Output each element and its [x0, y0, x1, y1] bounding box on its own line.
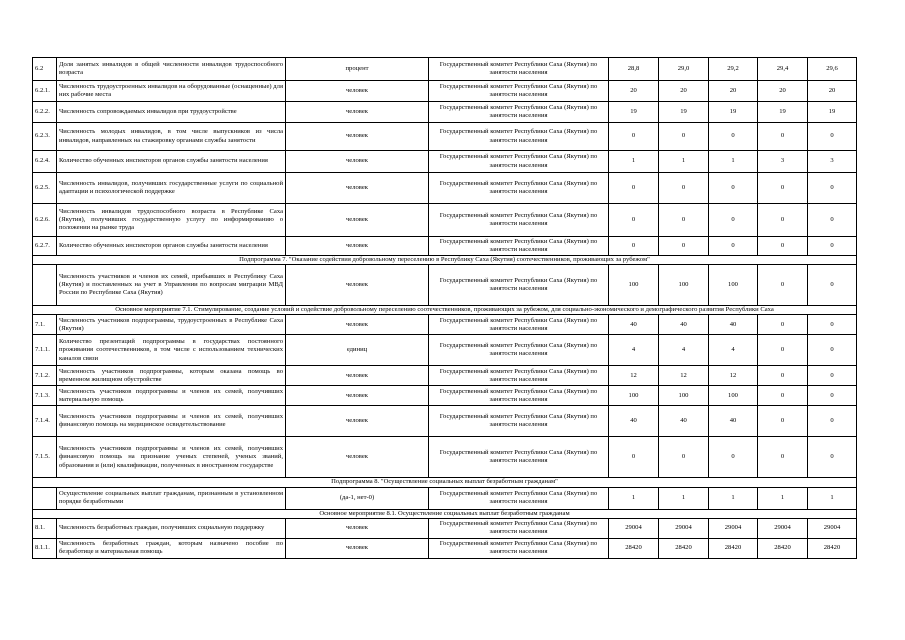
year-value-5: 0 — [808, 437, 857, 478]
year-value-3: 40 — [709, 315, 758, 335]
year-value-5: 20 — [808, 81, 857, 102]
year-value-3: 0 — [709, 123, 758, 151]
indicator-name: Численность участников подпрограммы и членов их семей, получивших материальную помощь — [57, 386, 286, 406]
year-value-2: 19 — [659, 102, 709, 123]
unit-of-measure: человек — [286, 123, 429, 151]
unit-of-measure: (да-1, нет-0) — [286, 487, 429, 509]
year-value-2: 0 — [659, 173, 709, 204]
table-row — [33, 335, 857, 366]
row-number: 7.1.5. — [33, 437, 57, 478]
row-number: 8.1.1. — [33, 538, 57, 558]
table-row — [33, 437, 857, 478]
year-value-5: 3 — [808, 151, 857, 173]
year-value-3: 0 — [709, 237, 758, 256]
year-value-5: 29,6 — [808, 58, 857, 81]
unit-of-measure: человек — [286, 538, 429, 558]
year-value-3: 100 — [709, 265, 758, 306]
indicator-name: Численность безработных граждан, которым назначено пособие по безработице и материальная помощь — [57, 538, 286, 558]
unit-of-measure: человек — [286, 81, 429, 102]
year-value-5: 0 — [808, 237, 857, 256]
unit-of-measure: процент — [286, 58, 429, 81]
year-value-4: 0 — [758, 366, 808, 386]
table-row — [33, 58, 857, 81]
year-value-2: 4 — [659, 335, 709, 366]
section-title: Основное мероприятие 8.1. Осуществление социальных выплат безработным гражданам — [33, 509, 857, 518]
row-number: 6.2.1. — [33, 81, 57, 102]
year-value-2: 100 — [659, 386, 709, 406]
year-value-2: 1 — [659, 151, 709, 173]
responsible-organization: Государственный комитет Республики Саха (Якутия) по занятости населения — [429, 437, 609, 478]
section-title: Основное мероприятие 7.1. Стимулирование, создание условий и содействие добровольному переселению соотечественников, проживающих за рубежом, для социально-экономического и демографического развития Республики Саха — [33, 306, 857, 315]
indicator-name: Численность участников подпрограммы и членов их семей, получивших финансовую помощь на признание ученых степеней, ученых званий, образования и (или) квалификации, полученных в иностранном государстве — [57, 437, 286, 478]
year-value-4: 29004 — [758, 518, 808, 538]
year-value-4: 0 — [758, 386, 808, 406]
year-value-2: 28420 — [659, 538, 709, 558]
table-row — [33, 173, 857, 204]
responsible-organization: Государственный комитет Республики Саха (Якутия) по занятости населения — [429, 335, 609, 366]
row-number: 6.2.3. — [33, 123, 57, 151]
table-body — [33, 58, 857, 559]
year-value-2: 1 — [659, 487, 709, 509]
year-value-4: 3 — [758, 151, 808, 173]
unit-of-measure: человек — [286, 265, 429, 306]
unit-of-measure: человек — [286, 366, 429, 386]
row-number: 7.1.1. — [33, 335, 57, 366]
row-number: 6.2.2. — [33, 102, 57, 123]
year-value-4: 0 — [758, 335, 808, 366]
year-value-3: 4 — [709, 335, 758, 366]
row-number: 7.1.2. — [33, 366, 57, 386]
year-value-5: 28420 — [808, 538, 857, 558]
table-row — [33, 518, 857, 538]
year-value-3: 0 — [709, 437, 758, 478]
year-value-4: 0 — [758, 315, 808, 335]
year-value-3: 28420 — [709, 538, 758, 558]
responsible-organization: Государственный комитет Республики Саха (Якутия) по занятости населения — [429, 315, 609, 335]
year-value-5: 19 — [808, 102, 857, 123]
indicator-name: Количество обученных инспекторов органов службы занятости населения — [57, 151, 286, 173]
year-value-4: 0 — [758, 265, 808, 306]
year-value-3: 0 — [709, 173, 758, 204]
year-value-4: 29,4 — [758, 58, 808, 81]
unit-of-measure: человек — [286, 151, 429, 173]
year-value-4: 0 — [758, 437, 808, 478]
year-value-3: 1 — [709, 487, 758, 509]
table-row — [33, 151, 857, 173]
year-value-4: 0 — [758, 204, 808, 237]
year-value-2: 0 — [659, 437, 709, 478]
row-number: 7.1.3. — [33, 386, 57, 406]
unit-of-measure: человек — [286, 315, 429, 335]
row-number — [33, 487, 57, 509]
year-value-3: 100 — [709, 386, 758, 406]
year-value-1: 29004 — [609, 518, 659, 538]
year-value-5: 0 — [808, 315, 857, 335]
section-header-row — [33, 478, 857, 487]
indicator-name: Численность участников подпрограммы, которым оказана помощь во временном жилищном обустройстве — [57, 366, 286, 386]
indicator-name: Численность участников подпрограммы и членов их семей, получивших финансовую помощь на медицинское освидетельствование — [57, 406, 286, 437]
year-value-1: 40 — [609, 315, 659, 335]
year-value-4: 0 — [758, 173, 808, 204]
indicator-name: Численность сопровождаемых инвалидов при трудоустройстве — [57, 102, 286, 123]
year-value-4: 28420 — [758, 538, 808, 558]
year-value-5: 1 — [808, 487, 857, 509]
year-value-1: 100 — [609, 386, 659, 406]
year-value-2: 0 — [659, 237, 709, 256]
table-row — [33, 315, 857, 335]
row-number: 8.1. — [33, 518, 57, 538]
year-value-1: 0 — [609, 173, 659, 204]
row-number: 7.1.4. — [33, 406, 57, 437]
section-title: Подпрограмма 7. "Оказание содействия добровольному переселению в Республику Саха (Якутия) соотечественников, проживающих за рубежом" — [33, 256, 857, 265]
section-title: Подпрограмма 8. "Осуществление социальных выплат безработным гражданам" — [33, 478, 857, 487]
section-header-row — [33, 256, 857, 265]
responsible-organization: Государственный комитет Республики Саха (Якутия) по занятости населения — [429, 538, 609, 558]
responsible-organization: Государственный комитет Республики Саха (Якутия) по занятости населения — [429, 386, 609, 406]
row-number: 6.2.7. — [33, 237, 57, 256]
indicators-table — [32, 57, 857, 559]
table-row — [33, 123, 857, 151]
row-number: 6.2.4. — [33, 151, 57, 173]
indicator-name: Осуществление социальных выплат гражданам, признанным в установленном порядке безработными — [57, 487, 286, 509]
year-value-1: 1 — [609, 487, 659, 509]
year-value-4: 0 — [758, 406, 808, 437]
responsible-organization: Государственный комитет Республики Саха (Якутия) по занятости населения — [429, 81, 609, 102]
year-value-2: 40 — [659, 315, 709, 335]
year-value-3: 12 — [709, 366, 758, 386]
section-header-row — [33, 509, 857, 518]
table-row — [33, 538, 857, 558]
year-value-5: 0 — [808, 123, 857, 151]
year-value-4: 0 — [758, 123, 808, 151]
year-value-1: 100 — [609, 265, 659, 306]
indicator-name: Численность инвалидов, получивших государственные услуги по социальной адаптации и психологической поддержке — [57, 173, 286, 204]
year-value-5: 0 — [808, 366, 857, 386]
responsible-organization: Государственный комитет Республики Саха (Якутия) по занятости населения — [429, 487, 609, 509]
unit-of-measure: человек — [286, 386, 429, 406]
year-value-2: 100 — [659, 265, 709, 306]
unit-of-measure: человек — [286, 437, 429, 478]
responsible-organization: Государственный комитет Республики Саха (Якутия) по занятости населения — [429, 265, 609, 306]
year-value-1: 40 — [609, 406, 659, 437]
year-value-1: 0 — [609, 123, 659, 151]
row-number — [33, 265, 57, 306]
responsible-organization: Государственный комитет Республики Саха (Якутия) по занятости населения — [429, 58, 609, 81]
year-value-2: 12 — [659, 366, 709, 386]
table-row — [33, 366, 857, 386]
year-value-2: 29,0 — [659, 58, 709, 81]
table-row — [33, 406, 857, 437]
year-value-1: 28,8 — [609, 58, 659, 81]
table-row — [33, 386, 857, 406]
indicator-name: Численность молодых инвалидов, в том числе выпускников из числа инвалидов, направленных на стажировку органами службы занятости — [57, 123, 286, 151]
table-row — [33, 204, 857, 237]
table-row — [33, 102, 857, 123]
year-value-1: 1 — [609, 151, 659, 173]
indicator-name: Количество презентаций подпрограммы в государствах постоянного проживания соотечественников, в том числе с использованием технических каналов связи — [57, 335, 286, 366]
year-value-5: 0 — [808, 173, 857, 204]
year-value-3: 29004 — [709, 518, 758, 538]
section-header-row — [33, 306, 857, 315]
unit-of-measure: единиц — [286, 335, 429, 366]
indicator-name: Количество обученных инспекторов органов службы занятости населения — [57, 237, 286, 256]
responsible-organization: Государственный комитет Республики Саха (Якутия) по занятости населения — [429, 518, 609, 538]
year-value-2: 40 — [659, 406, 709, 437]
year-value-1: 28420 — [609, 538, 659, 558]
year-value-4: 20 — [758, 81, 808, 102]
responsible-organization: Государственный комитет Республики Саха (Якутия) по занятости населения — [429, 204, 609, 237]
year-value-3: 20 — [709, 81, 758, 102]
unit-of-measure: человек — [286, 518, 429, 538]
year-value-1: 12 — [609, 366, 659, 386]
year-value-1: 19 — [609, 102, 659, 123]
year-value-5: 0 — [808, 265, 857, 306]
year-value-3: 40 — [709, 406, 758, 437]
unit-of-measure: человек — [286, 102, 429, 123]
indicator-name: Численность участников и членов их семей, прибывших в Республику Саха (Якутия) и поставленных на учет в Управлении по вопросам миграции МВД России по Республике Саха (Якутия) — [57, 265, 286, 306]
unit-of-measure: человек — [286, 237, 429, 256]
row-number: 7.1. — [33, 315, 57, 335]
indicators-table-page — [32, 57, 856, 559]
responsible-organization: Государственный комитет Республики Саха (Якутия) по занятости населения — [429, 406, 609, 437]
year-value-1: 0 — [609, 437, 659, 478]
indicator-name: Численность трудоустроенных инвалидов на оборудованные (оснащенные) для них рабочие места — [57, 81, 286, 102]
row-number: 6.2.5. — [33, 173, 57, 204]
responsible-organization: Государственный комитет Республики Саха (Якутия) по занятости населения — [429, 237, 609, 256]
unit-of-measure: человек — [286, 204, 429, 237]
year-value-3: 29,2 — [709, 58, 758, 81]
indicator-name: Численность участников подпрограммы, трудоустроенных в Республике Саха (Якутия) — [57, 315, 286, 335]
year-value-4: 19 — [758, 102, 808, 123]
year-value-1: 0 — [609, 237, 659, 256]
year-value-3: 0 — [709, 204, 758, 237]
year-value-3: 19 — [709, 102, 758, 123]
year-value-2: 0 — [659, 204, 709, 237]
year-value-5: 0 — [808, 335, 857, 366]
year-value-5: 0 — [808, 386, 857, 406]
responsible-organization: Государственный комитет Республики Саха (Якутия) по занятости населения — [429, 151, 609, 173]
responsible-organization: Государственный комитет Республики Саха (Якутия) по занятости населения — [429, 366, 609, 386]
table-row — [33, 265, 857, 306]
year-value-5: 29004 — [808, 518, 857, 538]
unit-of-measure: человек — [286, 173, 429, 204]
year-value-2: 29004 — [659, 518, 709, 538]
unit-of-measure: человек — [286, 406, 429, 437]
year-value-4: 0 — [758, 237, 808, 256]
row-number: 6.2.6. — [33, 204, 57, 237]
indicator-name: Численность безработных граждан, получивших социальную поддержку — [57, 518, 286, 538]
responsible-organization: Государственный комитет Республики Саха (Якутия) по занятости населения — [429, 123, 609, 151]
year-value-2: 20 — [659, 81, 709, 102]
responsible-organization: Государственный комитет Республики Саха (Якутия) по занятости населения — [429, 102, 609, 123]
year-value-5: 0 — [808, 204, 857, 237]
responsible-organization: Государственный комитет Республики Саха (Якутия) по занятости населения — [429, 173, 609, 204]
table-row — [33, 237, 857, 256]
year-value-1: 0 — [609, 204, 659, 237]
year-value-5: 0 — [808, 406, 857, 437]
table-row — [33, 487, 857, 509]
indicator-name: Численность инвалидов трудоспособного возраста в Республике Саха (Якутия), получивших государственную услугу по информированию о положении на рынке труда — [57, 204, 286, 237]
year-value-1: 4 — [609, 335, 659, 366]
indicator-name: Доля занятых инвалидов в общей численности инвалидов трудоспособного возраста — [57, 58, 286, 81]
table-row — [33, 81, 857, 102]
year-value-1: 20 — [609, 81, 659, 102]
year-value-2: 0 — [659, 123, 709, 151]
row-number: 6.2 — [33, 58, 57, 81]
year-value-4: 1 — [758, 487, 808, 509]
year-value-3: 1 — [709, 151, 758, 173]
